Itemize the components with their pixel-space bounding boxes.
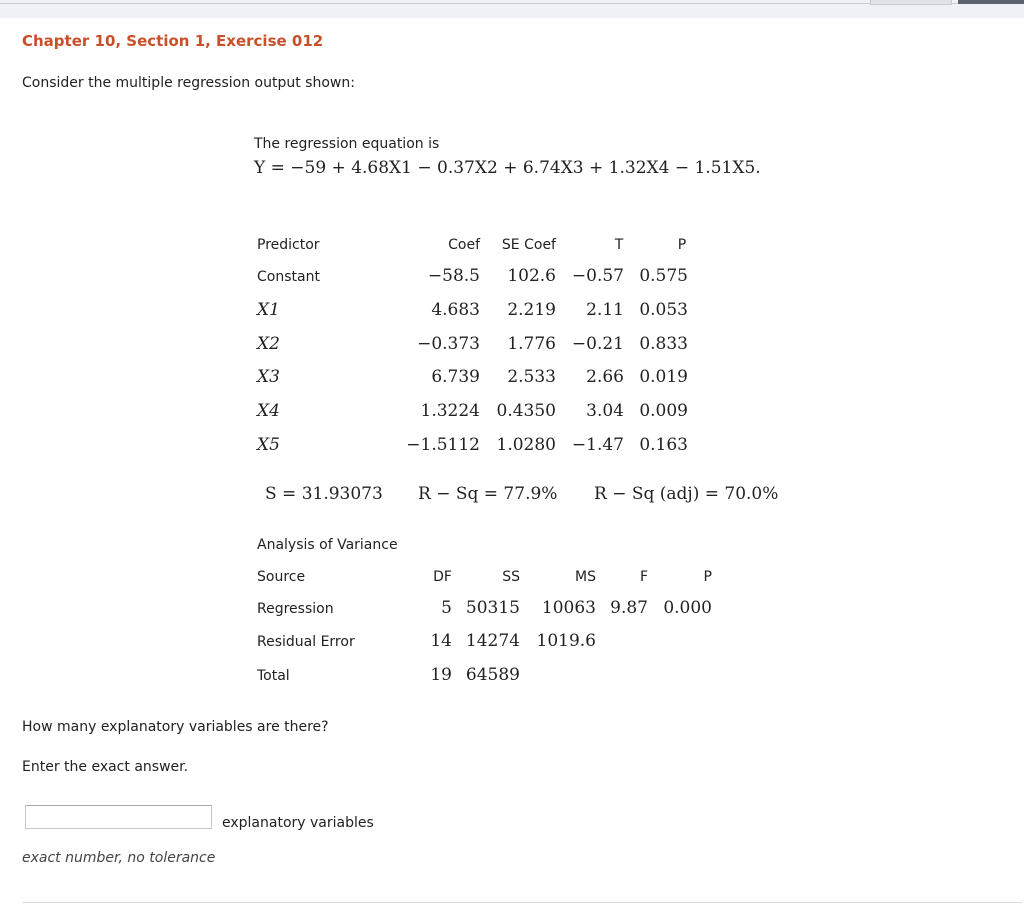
anova-df-cell: 19 xyxy=(430,665,452,685)
predictor-cell: X2 xyxy=(257,334,280,354)
p-cell: 0.163 xyxy=(639,435,688,455)
s-value: S = 31.93073 xyxy=(265,484,383,504)
anova-df-cell: 5 xyxy=(441,598,452,618)
t-cell: 3.04 xyxy=(586,401,624,421)
p-cell: 0.833 xyxy=(639,334,688,354)
tolerance-hint: exact number, no tolerance xyxy=(22,850,216,866)
predictor-cell: X5 xyxy=(257,435,280,455)
coef-header-coef: Coef xyxy=(448,237,480,253)
chapter-title: Chapter 10, Section 1, Exercise 012 xyxy=(22,32,324,50)
regression-equation: Y = −59 + 4.68X1 − 0.37X2 + 6.74X3 + 1.32X4 − 1.51X5. xyxy=(254,158,761,178)
se-coef-cell: 0.4350 xyxy=(496,401,556,421)
answer-input[interactable] xyxy=(25,805,212,829)
p-cell: 0.053 xyxy=(639,300,688,320)
r-sq-adj-value: R − Sq (adj) = 70.0% xyxy=(594,484,779,504)
coef-header-t: T xyxy=(614,237,624,253)
r-sq-value: R − Sq = 77.9% xyxy=(418,484,558,504)
p-cell: 0.009 xyxy=(639,401,688,421)
p-cell: 0.575 xyxy=(639,266,688,286)
anova-header-ss: SS xyxy=(502,569,520,585)
exercise-page xyxy=(0,18,1024,905)
p-cell: 0.019 xyxy=(639,367,688,387)
anova-header-p: P xyxy=(703,569,712,585)
predictor-cell: X4 xyxy=(257,401,280,421)
anova-header-source: Source xyxy=(257,569,306,585)
anova-ss-cell: 14274 xyxy=(465,631,520,651)
answer-unit-label: explanatory variables xyxy=(222,815,374,831)
top-tab xyxy=(870,0,952,5)
se-coef-cell: 102.6 xyxy=(507,266,556,286)
predictor-cell: X3 xyxy=(257,367,280,387)
coef-cell: −58.5 xyxy=(427,266,480,286)
coef-cell: 6.739 xyxy=(431,367,480,387)
anova-f-cell: 9.87 xyxy=(610,598,648,618)
anova-source-cell: Residual Error xyxy=(257,634,355,650)
coef-header-p: P xyxy=(677,237,687,253)
t-cell: −0.21 xyxy=(571,334,624,354)
se-coef-cell: 2.533 xyxy=(507,367,556,387)
coef-cell: 4.683 xyxy=(431,300,480,320)
coef-cell: −1.5112 xyxy=(406,435,480,455)
equation-label: The regression equation is xyxy=(254,136,440,152)
question-instruction: Enter the exact answer. xyxy=(22,759,189,775)
predictor-cell: X1 xyxy=(257,300,280,320)
browser-top-strip xyxy=(0,0,1024,18)
bottom-divider xyxy=(22,902,1022,903)
t-cell: −1.47 xyxy=(571,435,624,455)
intro-text: Consider the multiple regression output shown: xyxy=(22,75,355,91)
predictor-cell: Constant xyxy=(257,269,320,285)
se-coef-cell: 1.776 xyxy=(507,334,556,354)
t-cell: −0.57 xyxy=(571,266,624,286)
coef-cell: −0.373 xyxy=(417,334,480,354)
t-cell: 2.66 xyxy=(586,367,624,387)
anova-source-cell: Regression xyxy=(257,601,334,617)
anova-header-ms: MS xyxy=(575,569,596,585)
anova-source-cell: Total xyxy=(257,668,290,684)
t-cell: 2.11 xyxy=(586,300,624,320)
top-right-block xyxy=(958,0,1024,4)
anova-ss-cell: 64589 xyxy=(465,665,520,685)
se-coef-cell: 1.0280 xyxy=(496,435,556,455)
anova-p-cell: 0.000 xyxy=(663,598,712,618)
anova-ss-cell: 50315 xyxy=(465,598,520,618)
coef-cell: 1.3224 xyxy=(420,401,480,421)
anova-title: Analysis of Variance xyxy=(257,537,398,553)
anova-header-f: F xyxy=(639,569,648,585)
anova-header-df: DF xyxy=(433,569,452,585)
anova-df-cell: 14 xyxy=(430,631,452,651)
coef-header-se: SE Coef xyxy=(501,237,556,253)
anova-ms-cell: 1019.6 xyxy=(536,631,596,651)
anova-ms-cell: 10063 xyxy=(541,598,596,618)
coef-header-predictor: Predictor xyxy=(257,237,320,253)
se-coef-cell: 2.219 xyxy=(507,300,556,320)
question-prompt: How many explanatory variables are there? xyxy=(22,719,329,735)
